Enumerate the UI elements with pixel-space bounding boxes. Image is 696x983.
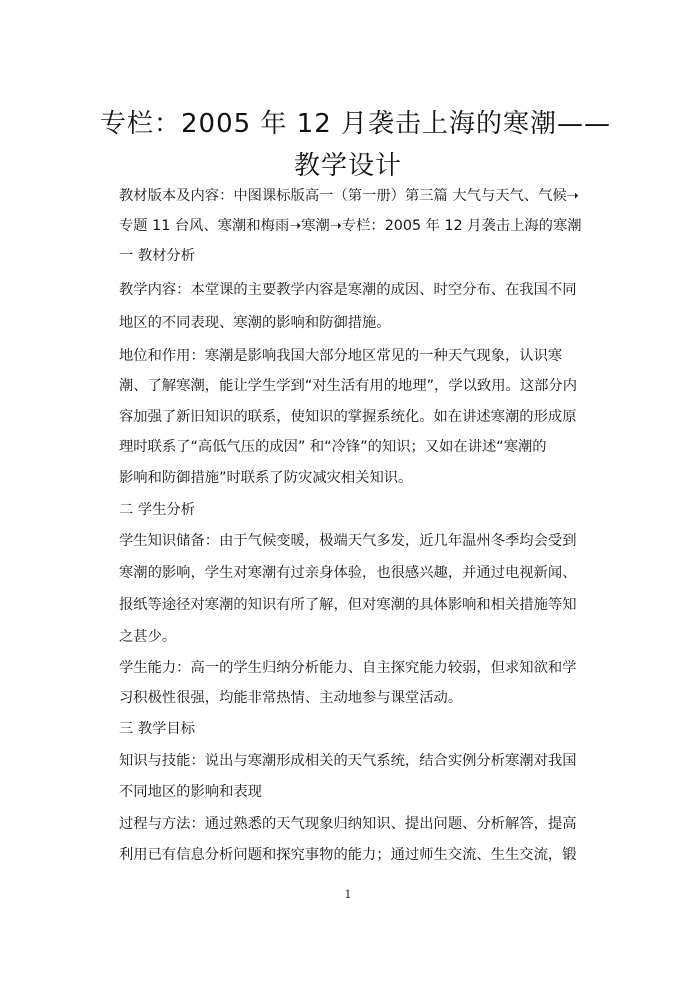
text-line: 潮、了解寒潮，能让学生学到“对生活有用的地理”，学以致用。这部分内 — [119, 378, 578, 394]
text-line: 利用已有信息分析问题和探究事物的能力；通过师生交流、生生交流，锻 — [119, 847, 577, 863]
text-line: 影响和防御措施”时联系了防灾减灾相关知识。 — [119, 470, 413, 486]
text-line: 地位和作用：寒潮是影响我国大部分地区常见的一种天气现象，认识寒 — [119, 348, 563, 364]
text-line: 不同地区的影响和表现 — [119, 784, 262, 800]
text-line: 教学内容：本堂课的主要教学内容是寒潮的成因、时空分布、在我国不同 — [119, 282, 577, 298]
text-line: 理时联系了“高低气压的成因” 和“冷锋”的知识；又如在讲述“寒潮的 — [119, 439, 547, 455]
text-line: 报纸等途径对寒潮的知识有所了解，但对寒潮的具体影响和相关措施等知 — [119, 597, 577, 613]
text-line: 容加强了新旧知识的联系，使知识的掌握系统化。如在讲述寒潮的形成原 — [119, 409, 577, 425]
text-line: 之甚少。 — [119, 629, 177, 645]
page-number: 1 — [344, 888, 352, 901]
document-title-line-1: 专栏：2005 年 12 月袭击上海的寒潮—— — [100, 109, 612, 139]
section-heading: 一 教材分析 — [119, 248, 196, 264]
text-line: 过程与方法：通过熟悉的天气现象归纳知识、提出问题、分析解答，提高 — [119, 816, 577, 832]
section-heading: 三 教学目标 — [119, 721, 196, 737]
text-line: 知识与技能：说出与寒潮形成相关的天气系统，结合实例分析寒潮对我国 — [119, 753, 577, 769]
text-line: 地区的不同表现、寒潮的影响和防御措施。 — [119, 315, 391, 331]
text-line: 专题 11 台风、寒潮和梅雨➝寒潮➝专栏：2005 年 12 月袭击上海的寒潮 — [119, 218, 582, 234]
section-heading: 二 学生分析 — [119, 502, 196, 518]
document-title-line-2: 教学设计 — [293, 151, 402, 181]
text-line: 习积极性很强，均能非常热情、主动地参与课堂活动。 — [119, 690, 463, 706]
text-line: 寒潮的影响，学生对寒潮有过亲身体验，也很感兴趣，并通过电视新闻、 — [119, 565, 577, 581]
text-line: 学生能力：高一的学生归纳分析能力、自主探究能力较弱，但求知欲和学 — [119, 660, 577, 676]
text-line: 学生知识储备：由于气候变暖，极端天气多发，近几年温州冬季均会受到 — [119, 533, 577, 549]
text-line: 教材版本及内容：中图课标版高一（第一册）第三篇 大气与天气、气候➝ — [119, 188, 579, 204]
